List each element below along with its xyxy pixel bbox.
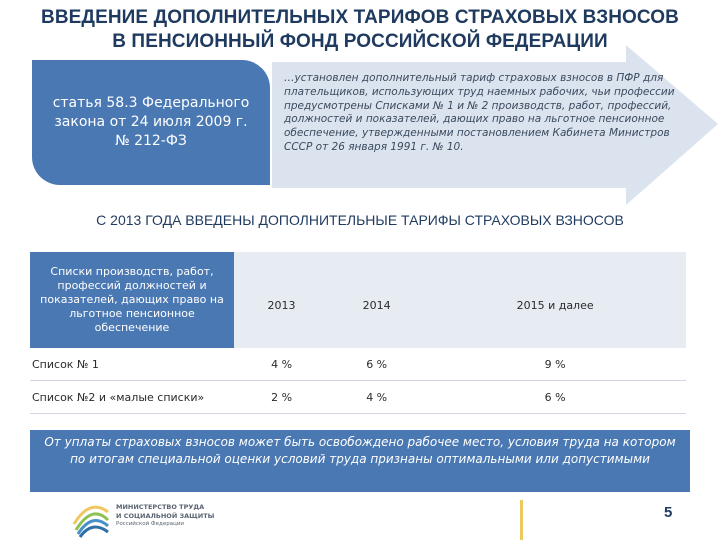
- footer-divider: [520, 500, 523, 540]
- rate-cell: 2 %: [234, 381, 329, 414]
- ministry-logo-icon: [72, 500, 112, 538]
- exemption-note: От уплаты страховых взносов может быть освобождено рабочее место, условия труда на котором по итогам специальной оценки условий труда признаны оптимальными или допустимыми: [30, 430, 690, 492]
- page-number: 5: [664, 504, 673, 521]
- table-row: [30, 381, 686, 414]
- ministry-line-1: МИНИСТЕРСТВО ТРУДА: [116, 503, 205, 511]
- table-header-year: 2013: [234, 252, 329, 348]
- rate-cell: 6 %: [329, 348, 424, 381]
- tariffs-table: [30, 252, 686, 414]
- title-line-1: ВВЕДЕНИЕ ДОПОЛНИТЕЛЬНЫХ ТАРИФОВ СТРАХОВЫХ ВЗНОСОВ: [41, 7, 679, 28]
- table-header-lists: Списки производств, работ, профессий должностей и показателей, дающих право на льготное пенсионное обеспечение: [30, 252, 234, 348]
- title-line-2: В ПЕНСИОННЫЙ ФОНД РОССИЙСКОЙ ФЕДЕРАЦИИ: [112, 31, 608, 52]
- section-subtitle: С 2013 ГОДА ВВЕДЕНЫ ДОПОЛНИТЕЛЬНЫЕ ТАРИФЫ СТРАХОВЫХ ВЗНОСОВ: [96, 212, 624, 228]
- ministry-name: [116, 503, 236, 529]
- arrow-description: …установлен дополнительный тариф страховых взносов в ПФР для плательщиков, использующих труд наемных рабочих, чьи профессии предусмотрены Списками № 1 и № 2 производств, работ, профессий, должностей и показателей, дающих право на льготное пенсионное обеспечение, утвержденными постановлением Кабинета Министров СССР от 26 января 1991 г. № 10.: [284, 72, 675, 153]
- row-list-name: Список №2 и «малые списки»: [30, 381, 234, 414]
- table-header-row: [30, 252, 686, 348]
- table-row: [30, 348, 686, 381]
- table-header-year: 2015 и далее: [424, 252, 686, 348]
- article-line-1: статья 58.3 Федерального: [52, 95, 250, 111]
- law-article-box: [32, 60, 270, 185]
- article-line-2: закона от 24 июля 2009 г.: [54, 114, 248, 130]
- rate-cell: 6 %: [424, 381, 686, 414]
- rate-cell: 4 %: [329, 381, 424, 414]
- table-header-year: 2014: [329, 252, 424, 348]
- row-list-name: Список № 1: [30, 348, 234, 381]
- rate-cell: 4 %: [234, 348, 329, 381]
- ministry-line-3: Российской Федерации: [116, 521, 184, 527]
- ministry-line-2: И СОЦИАЛЬНОЙ ЗАЩИТЫ: [116, 511, 215, 520]
- article-line-3: № 212-ФЗ: [115, 133, 187, 149]
- rate-cell: 9 %: [424, 348, 686, 381]
